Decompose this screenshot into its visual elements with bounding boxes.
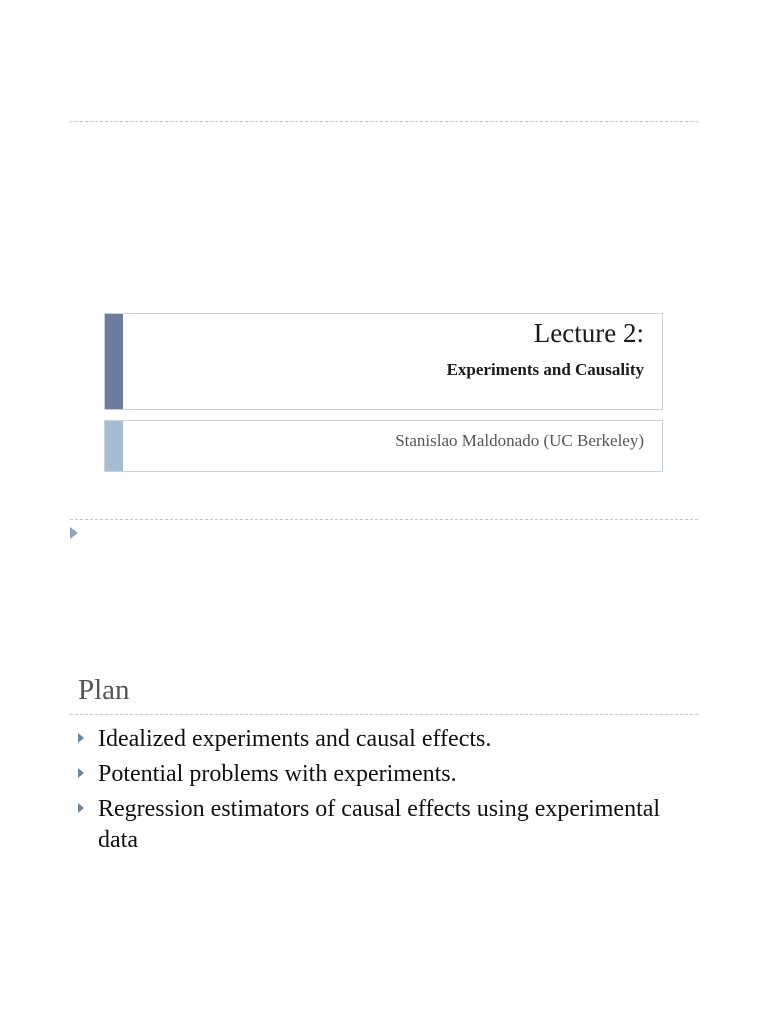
section-heading: Plan (78, 674, 130, 706)
list-item (78, 794, 678, 856)
triangle-bullet-icon (78, 768, 84, 778)
bullet-list (78, 724, 678, 860)
list-item (78, 724, 678, 755)
title-box (104, 313, 663, 410)
title-accent-bar (105, 314, 123, 409)
slide-subtitle: Experiments and Causality (446, 360, 644, 379)
author-accent-bar (105, 421, 123, 471)
author-name: Stanislao Maldonado (UC Berkeley) (395, 431, 644, 450)
top-divider (70, 121, 698, 122)
triangle-bullet-icon (78, 803, 84, 813)
triangle-right-icon (70, 527, 78, 539)
bullet-text: Regression estimators of causal effects using experimental data (98, 796, 661, 853)
slide-title: Lecture 2: (533, 318, 644, 348)
bottom-divider (70, 519, 698, 520)
heading-divider (70, 714, 698, 715)
triangle-bullet-icon (78, 733, 84, 743)
author-box (104, 420, 663, 472)
bullet-text: Idealized experiments and causal effects. (98, 726, 492, 752)
bullet-text: Potential problems with experiments. (98, 761, 457, 787)
list-item (78, 759, 678, 790)
